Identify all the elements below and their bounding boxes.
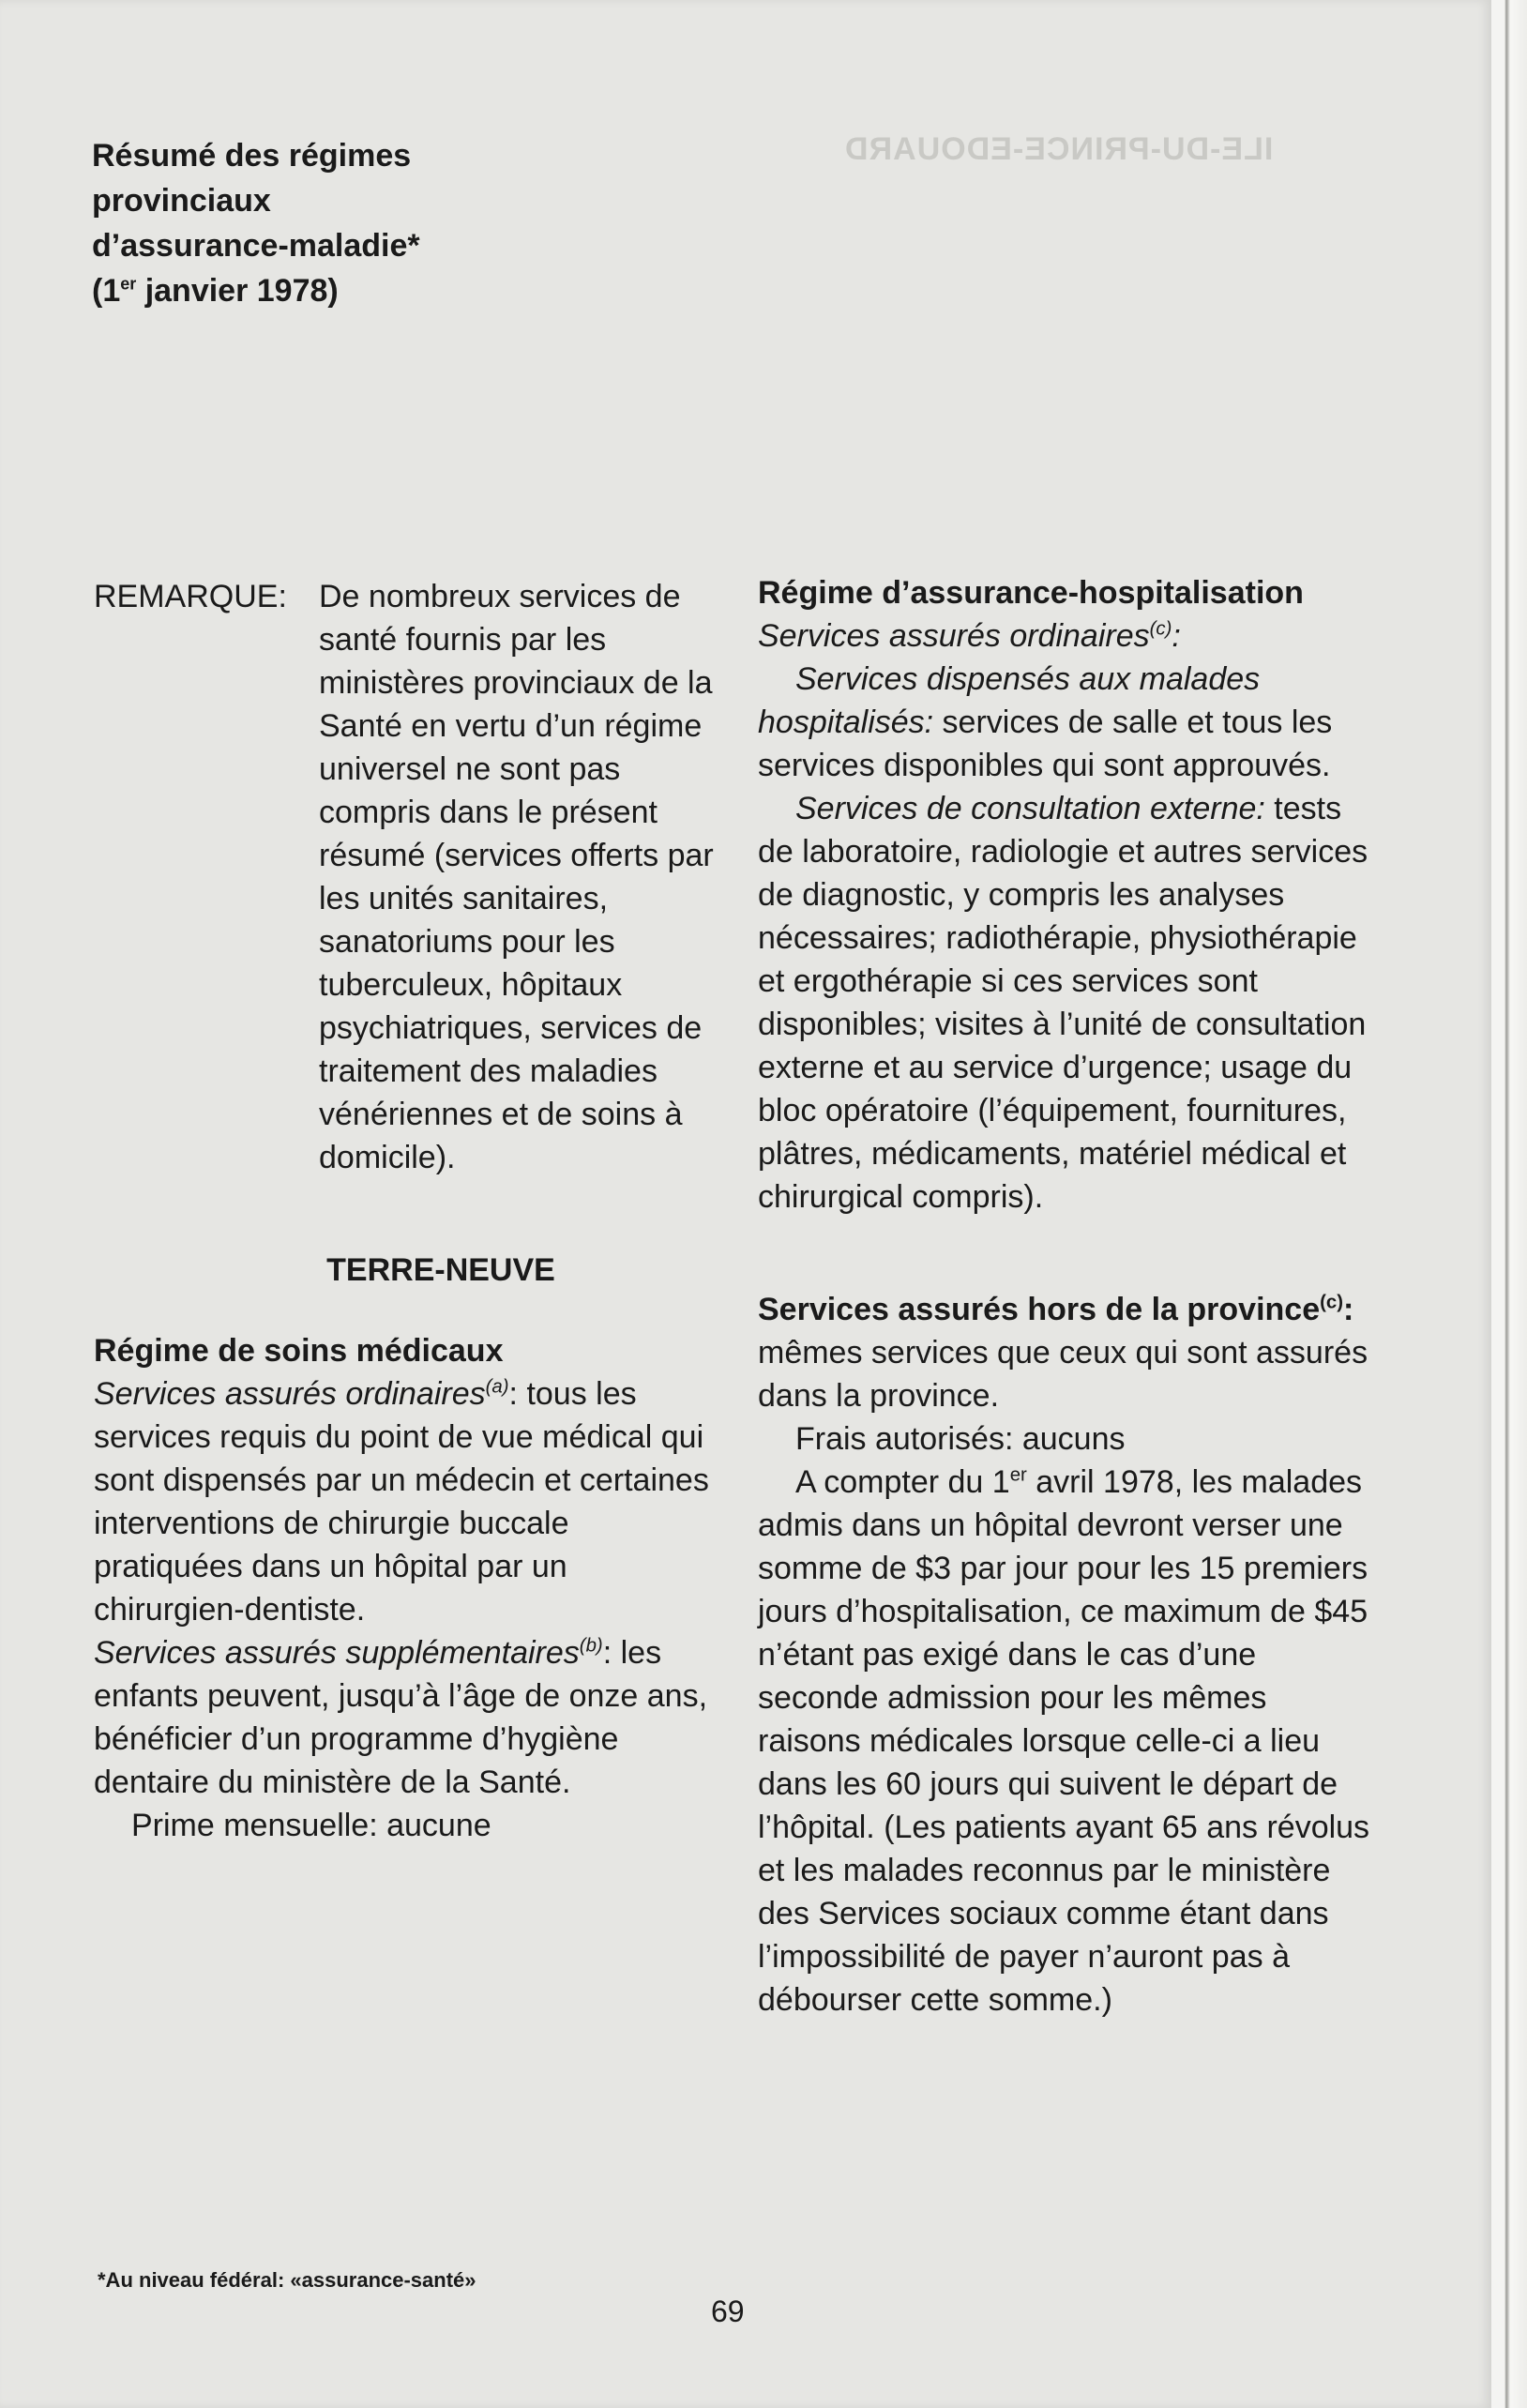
province-heading: TERRE-NEUVE bbox=[326, 1252, 555, 1288]
bleed-through-heading: ILE-DU-PRINCE-EDOUARD bbox=[844, 131, 1274, 167]
title-date-line: (1er janvier 1978) bbox=[92, 273, 339, 309]
april-paragraph: A compter du 1er avril 1978, les malades admis dans un hôpital devront verser une somme de $3 par jour pour les 15 premiers jours d’hospitalisation, ce maximum de $45 n’étant pas exigé dans le cas d’une seconde admission pour les mêmes raisons médicales lorsque celle-ci a lieu dans les 60 jours qui suivent le départ de l’hôpital. (Les patients ayant 65 ans révolus et les malades reconnus par le ministère des Services sociaux comme étant dans l’impossibilité de payer n’auront pas à débourser cette somme.) bbox=[758, 1464, 1370, 2018]
outside-province-heading: Services assurés hors de la province$^{(c)}$: bbox=[758, 1292, 1354, 1327]
title-line: Résumé des régimes bbox=[92, 138, 412, 174]
ordinary-services-paragraph: Services assurés ordinaires$^{(a)}$: tous les services requis du point de vue médical qui sont dispensés par un médecin et certaines interventions de chirurgie buccale pratiquées dans un hôpital par un chirurgien-dentiste. bbox=[94, 1376, 709, 1628]
footnote: *Au niveau fédéral: «assurance-santé» bbox=[98, 2268, 476, 2292]
hospital-plan-heading: Régime d’assurance-hospitalisation bbox=[758, 575, 1304, 611]
outpatient-paragraph: Services de consultation externe: tests de laboratoire, radiologie et autres services de diagnostic, y compris les analyses nécessaires; radiothérapie, physiothérapie et ergothérapie si ces services sont disponibles; visites à l’unité de consultation externe et au service d’urgence; usage du bloc opératoire (l’équipement, fournitures, plâtres, médicaments, matériel médical et chirurgical compris). bbox=[758, 791, 1368, 1215]
page-edge bbox=[1491, 0, 1527, 2408]
title-line: provinciaux bbox=[92, 183, 271, 219]
premium-line: Prime mensuelle: aucune bbox=[131, 1808, 491, 1843]
remark-text: De nombreux services de santé fournis par les ministères provinciaux de la Santé en vertu d’un régime universel ne sont pas compris dans le présent résumé (services offerts par les unités sanitaires, sanatoriums pour les tuberculeux, hôpitaux psychiatriques, services de traitement des maladies vénériennes et de soins à domicile). bbox=[319, 579, 714, 1175]
outside-province-text: mêmes services que ceux qui sont assurés dans la province. bbox=[758, 1335, 1368, 1414]
hospital-ordinary-label: Services assurés ordinaires$^{(c)}$: bbox=[758, 618, 1181, 654]
title-line: d’assurance-maladie* bbox=[92, 228, 420, 264]
medical-plan-heading: Régime de soins médicaux bbox=[94, 1333, 504, 1369]
document-title bbox=[92, 133, 580, 313]
remark-block bbox=[94, 575, 722, 1179]
left-column bbox=[94, 575, 722, 1847]
right-column bbox=[758, 571, 1372, 2022]
remark-label: REMARQUE: bbox=[94, 579, 287, 614]
inpatient-paragraph: Services dispensés aux malades hospitalisés: services de salle et tous les services disponibles qui sont approuvés. bbox=[758, 661, 1333, 783]
supplementary-services-paragraph: Services assurés supplémentaires$^{(b)}$: les enfants peuvent, jusqu’à l’âge de onze ans, bénéficier d’un programme d’hygiène dentaire du ministère de la Santé. bbox=[94, 1635, 708, 1800]
fees-line: Frais autorisés: aucuns bbox=[795, 1421, 1126, 1457]
page-number: 69 bbox=[711, 2294, 745, 2328]
